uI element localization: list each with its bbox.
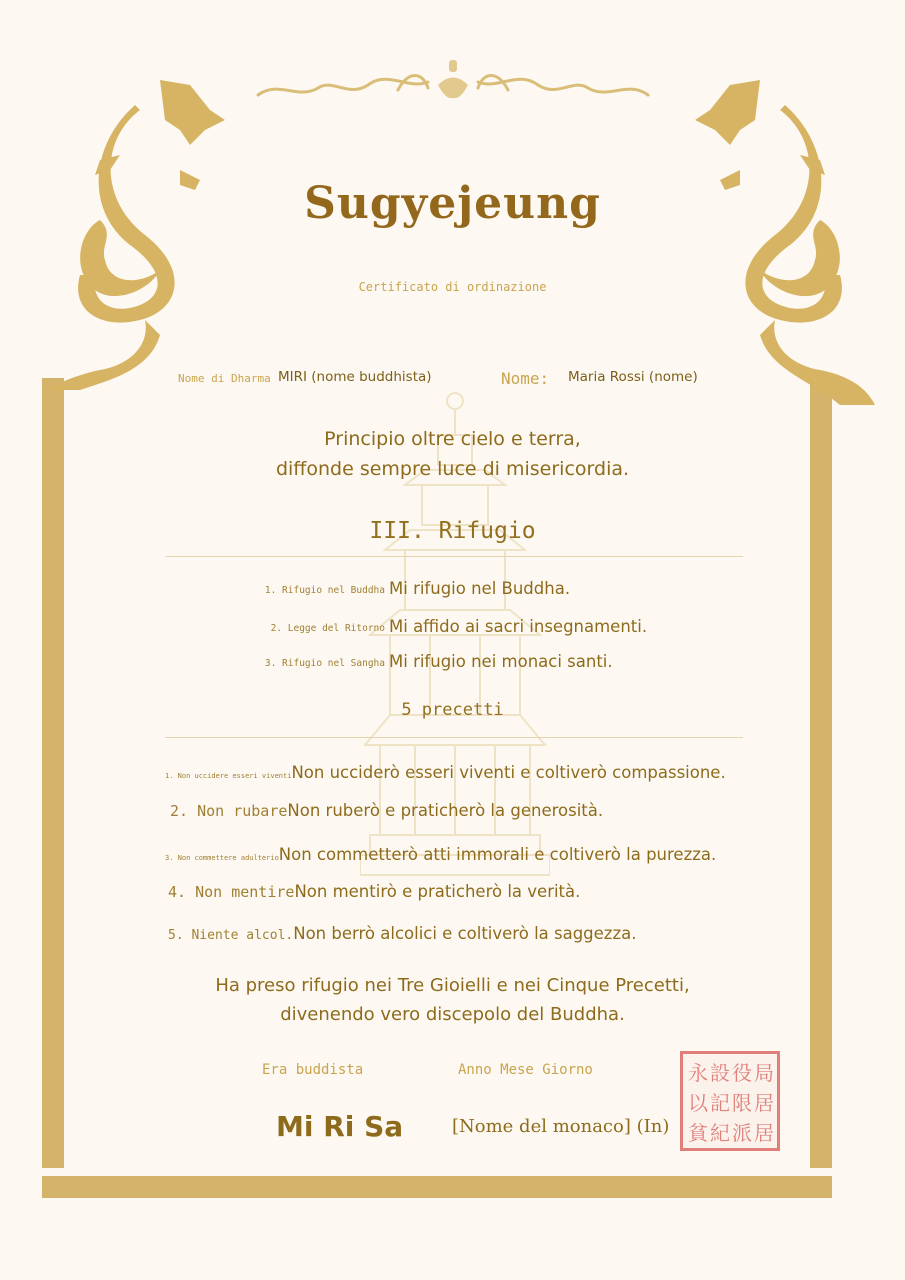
right-border [810, 378, 832, 1168]
motto-line-1: Principio oltre cielo e terra, [324, 428, 581, 450]
refuge-item-label: 1. Rifugio nel Buddha [264, 585, 385, 596]
refuge-item-text: Mi affido ai sacri insegnamenti. [389, 617, 648, 636]
seal-glyph: 限 [732, 1091, 752, 1115]
era-label: Era buddista [262, 1062, 364, 1078]
refuge-item [0, 652, 905, 676]
closing-statement [0, 971, 905, 1029]
precept-item-label: 5. Niente alcol. [168, 928, 294, 943]
precept-item-text: Non ruberò e praticherò la generosità. [287, 801, 604, 820]
precept-item-label: 3. Non commettere adulterio [165, 854, 279, 862]
motto [0, 424, 905, 484]
refuge-heading: III. Rifugio [369, 518, 536, 544]
certificate-subtitle: Certificato di ordinazione [358, 280, 547, 294]
signature: Mi Ri Sa [276, 1110, 404, 1143]
right-dragon-icon [680, 60, 880, 410]
refuge-item-label: 3. Rifugio nel Sangha [264, 658, 385, 669]
precept-item [170, 801, 603, 827]
closing-line-1: Ha preso rifugio nei Tre Gioielli e nei Cinque Precetti, [215, 975, 690, 996]
precept-item [168, 924, 637, 950]
dharma-name-value: MIRI (nome buddhista) [278, 369, 432, 385]
seal-glyph: 局 [754, 1061, 774, 1085]
top-scroll-ornament-icon [248, 60, 658, 110]
seal-glyph: 役 [732, 1061, 752, 1085]
precepts-heading: 5 precetti [401, 700, 504, 720]
precept-item-label: 1. Non uccidere esseri viventi [165, 772, 292, 780]
precept-item [168, 882, 580, 908]
precepts-divider [165, 737, 743, 738]
red-seal-stamp [680, 1051, 780, 1151]
seal-glyph: 派 [732, 1121, 752, 1145]
precept-item-label: 2. Non rubare [170, 802, 288, 820]
precept-item-text: Non commetterò atti immorali e coltiverò la purezza. [278, 845, 717, 864]
closing-line-2: divenendo vero discepolo del Buddha. [280, 1004, 625, 1025]
dharma-name-label: Nome di Dharma [178, 372, 271, 385]
motto-line-2: diffonde sempre luce di misericordia. [275, 458, 630, 480]
seal-glyphs [688, 1059, 772, 1143]
refuge-divider [165, 556, 743, 557]
precept-item-text: Non mentirò e praticherò la verità. [294, 882, 581, 901]
seal-glyph: 記 [710, 1091, 730, 1115]
left-border [42, 378, 64, 1168]
seal-glyph: 貧 [688, 1121, 708, 1145]
refuge-item-text: Mi rifugio nei monaci santi. [389, 652, 613, 671]
refuge-item-text: Mi rifugio nel Buddha. [389, 579, 571, 598]
seal-glyph: 居 [754, 1121, 774, 1145]
precept-item [165, 763, 726, 789]
name-value: Maria Rossi (nome) [568, 369, 698, 385]
refuge-item [0, 579, 905, 603]
seal-glyph: 設 [710, 1061, 730, 1085]
monk-name: [Nome del monaco] (In) [452, 1116, 670, 1137]
name-label: Nome: [501, 369, 550, 388]
precept-item-label: 4. Non mentire [168, 883, 295, 901]
seal-glyph: 永 [688, 1061, 708, 1085]
bottom-border [42, 1176, 832, 1198]
precept-item-text: Non ucciderò esseri viventi e coltiverò compassione. [291, 763, 726, 782]
precept-item [165, 845, 716, 871]
date-label: Anno Mese Giorno [458, 1062, 593, 1078]
seal-glyph: 以 [688, 1091, 708, 1115]
refuge-item [0, 617, 905, 641]
seal-glyph: 居 [754, 1091, 774, 1115]
precept-item-text: Non berrò alcolici e coltiverò la saggezza. [293, 924, 637, 943]
certificate-title: Sugyejeung [304, 178, 601, 229]
seal-glyph: 紀 [710, 1121, 730, 1145]
refuge-item-label: 2. Legge del Ritorno [270, 623, 385, 634]
